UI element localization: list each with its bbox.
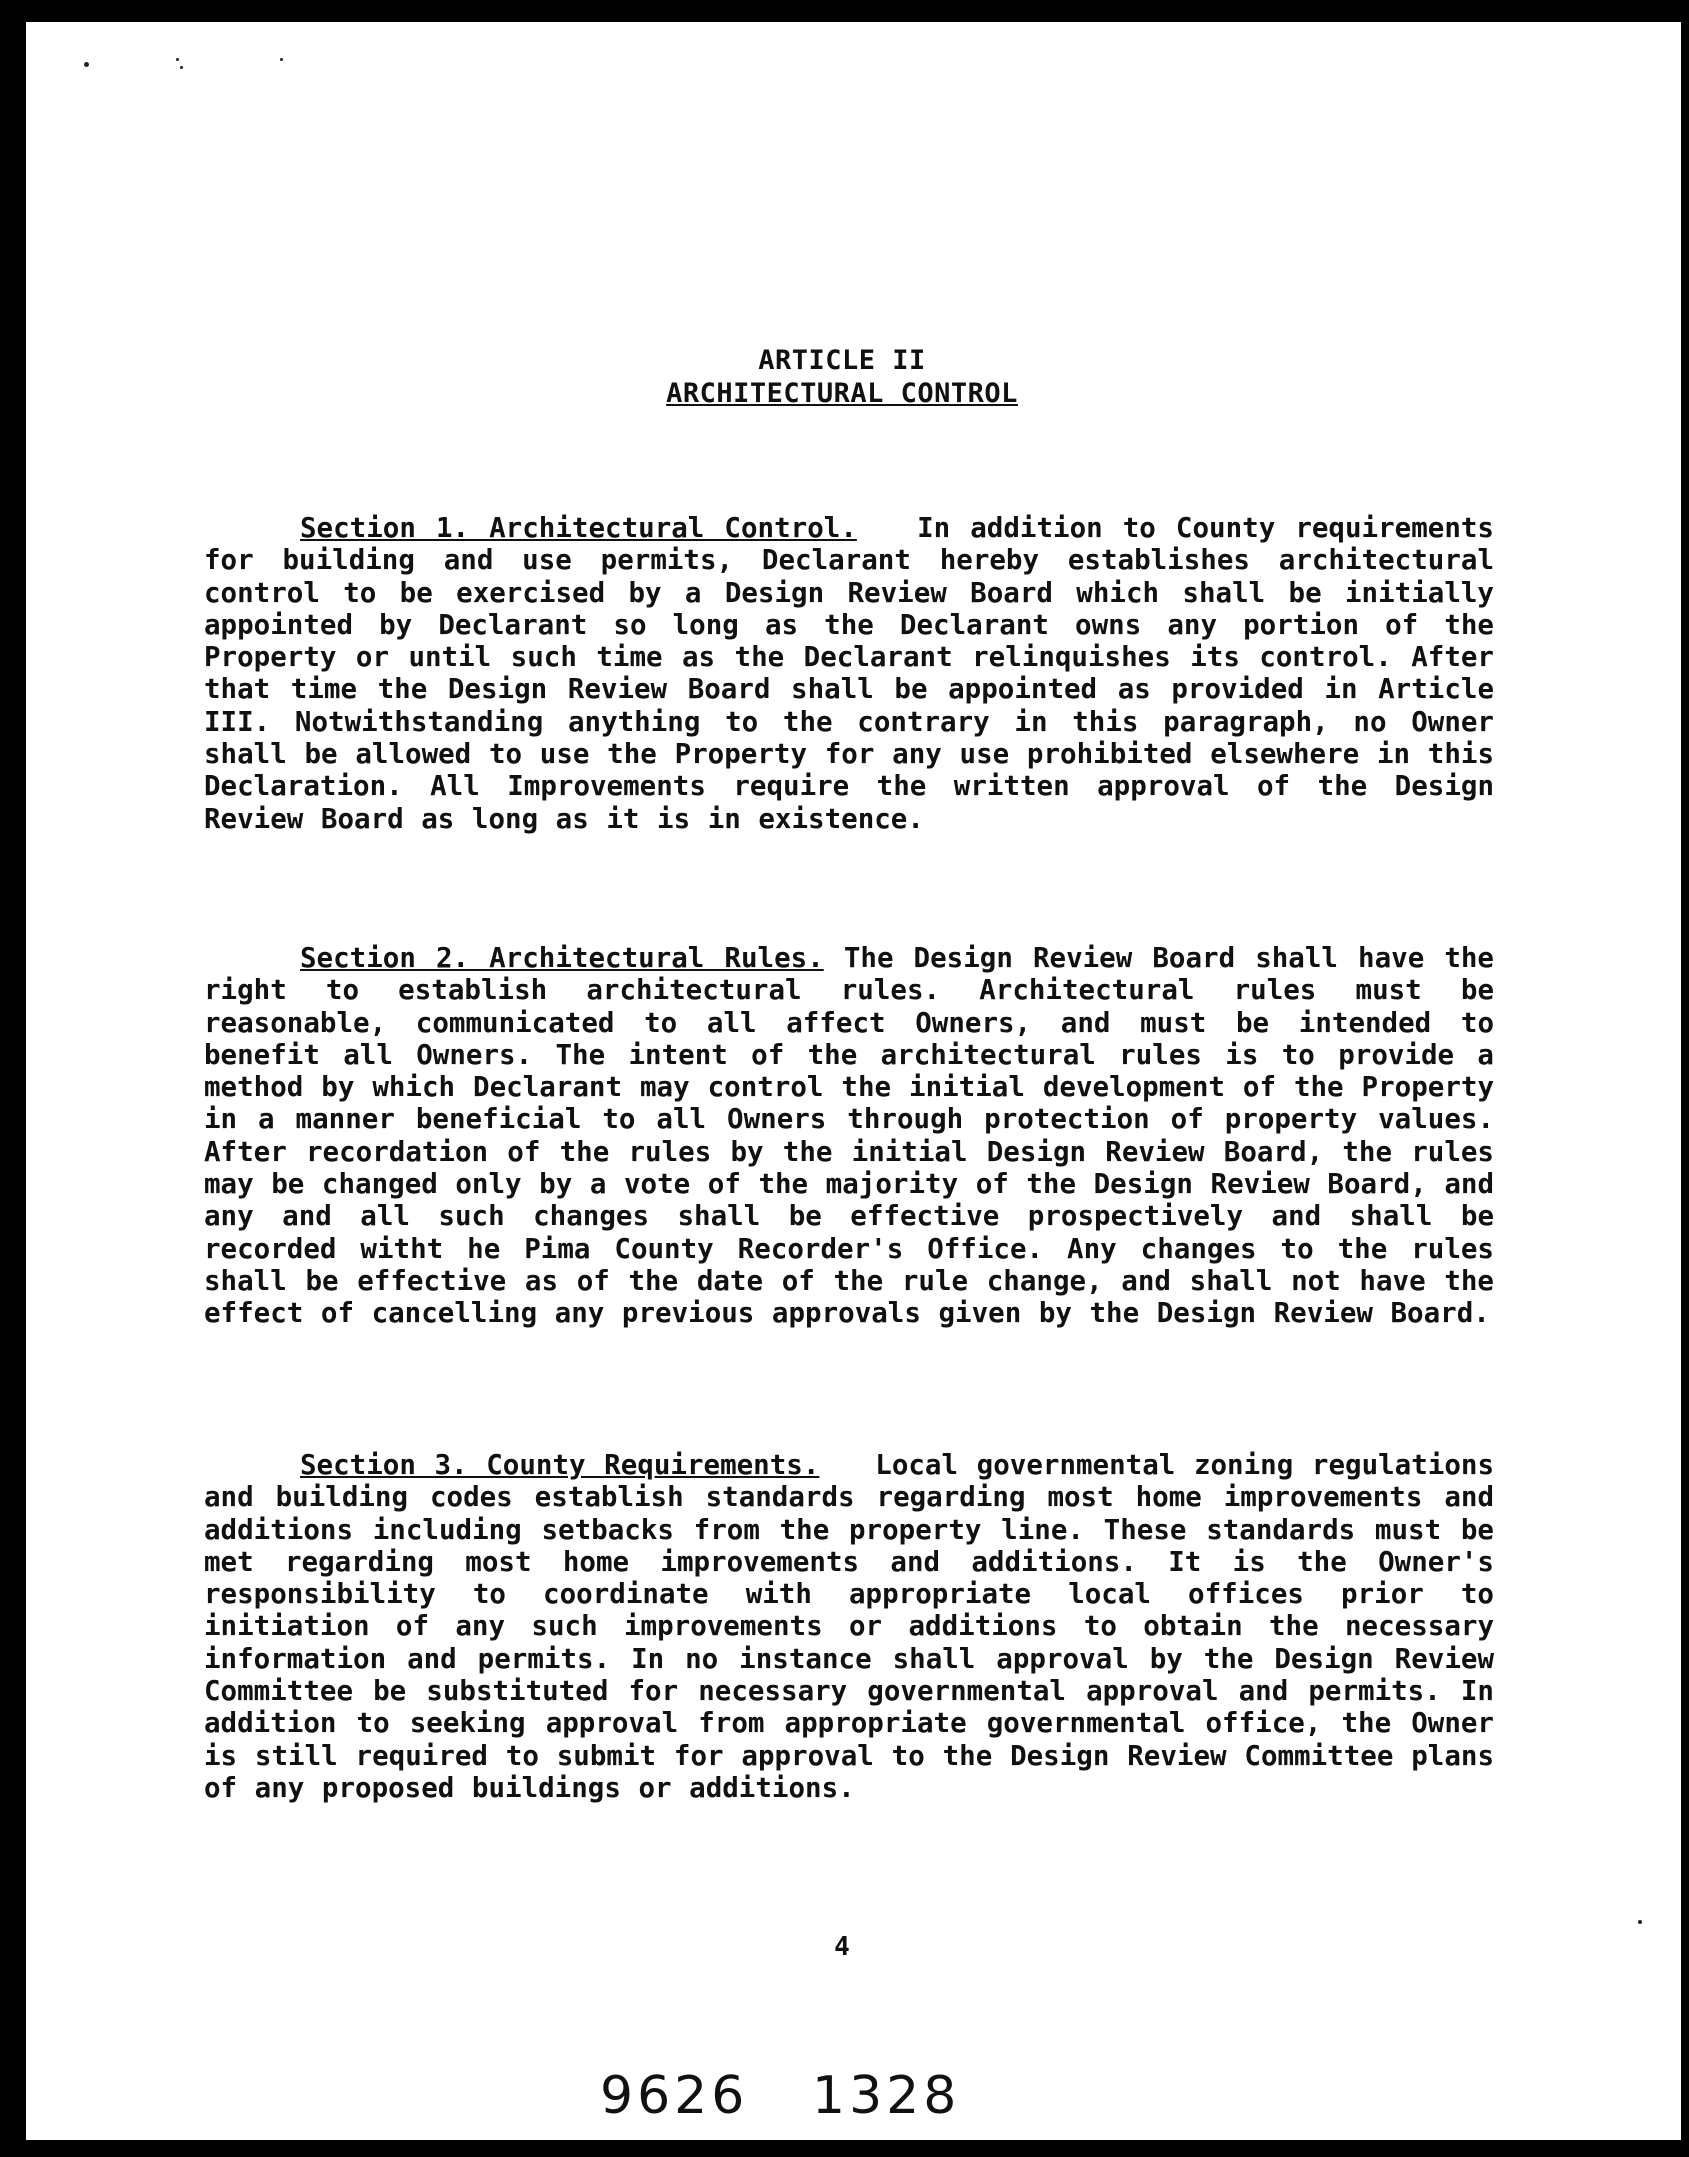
section-1-heading: Section 1. Architectural Control. bbox=[300, 512, 857, 544]
scan-speck bbox=[280, 58, 283, 61]
article-number: ARTICLE II bbox=[758, 345, 926, 376]
section-1-paragraph bbox=[204, 512, 1494, 835]
section-1-body: In addition to County requirements for building and use permits, Declarant hereby establishes architectural control to be exercised by a Design Review Board which shall be initially appointed by Declarant so long as the Declarant owns any portion of the Property or until such time as the Declarant relinquishes its control. After that time the Design Review Board shall be appointed as provided in Article III. Notwithstanding anything to the contrary in this paragraph, no Owner shall be allowed to use the Property for any use prohibited elsewhere in this Declaration. All Improvements require the written approval of the Design Review Board as long as it is in existence. bbox=[204, 512, 1494, 835]
section-2-body: The Design Review Board shall have the right to establish architectural rules. Architectural rules must be reasonable, communicated to all affect Owners, and must be intended to benefit all Owners. The intent of the architectural rules is to provide a method by which Declarant may control the initial development of the Property in a manner beneficial to all Owners through protection of property values. After recordation of the rules by the initial Design Review Board, the rules may be changed only by a vote of the majority of the Design Review Board, and any and all such changes shall be effective prospectively and shall be recorded witht he Pima County Recorder's Office. Any changes to the rules shall be effective as of the date of the rule change, and shall not have the effect of cancelling any previous approvals given by the Design Review Board. bbox=[204, 942, 1494, 1330]
recording-page-number: 1328 bbox=[812, 2066, 961, 2126]
scan-speck bbox=[1638, 1920, 1642, 1924]
section-3-body: Local governmental zoning regulations and building codes establish standards regarding most home improvements and additions including setbacks from the property line. These standards must be met regarding most home improvements and additions. It is the Owner's responsibility to coordinate with appropriate local offices prior to initiation of any such improvements or additions to obtain the necessary information and permits. In no instance shall approval by the Design Review Committee be substituted for necessary governmental approval and permits. In addition to seeking approval from appropriate governmental office, the Owner is still required to submit for approval to the Design Review Committee plans of any proposed buildings or additions. bbox=[204, 1449, 1495, 1804]
recording-docket-number: 9626 bbox=[600, 2066, 749, 2126]
scan-speck bbox=[176, 58, 179, 61]
scan-speck bbox=[84, 62, 89, 67]
section-3-paragraph bbox=[204, 1449, 1494, 1804]
article-title: ARCHITECTURAL CONTROL bbox=[666, 378, 1018, 409]
scan-speck bbox=[180, 66, 183, 69]
section-2-heading: Section 2. Architectural Rules. bbox=[300, 942, 824, 974]
page-number: 4 bbox=[834, 1932, 850, 1962]
document-page bbox=[26, 22, 1681, 2140]
section-3-heading: Section 3. County Requirements. bbox=[300, 1449, 820, 1481]
section-2-paragraph bbox=[204, 942, 1494, 1330]
